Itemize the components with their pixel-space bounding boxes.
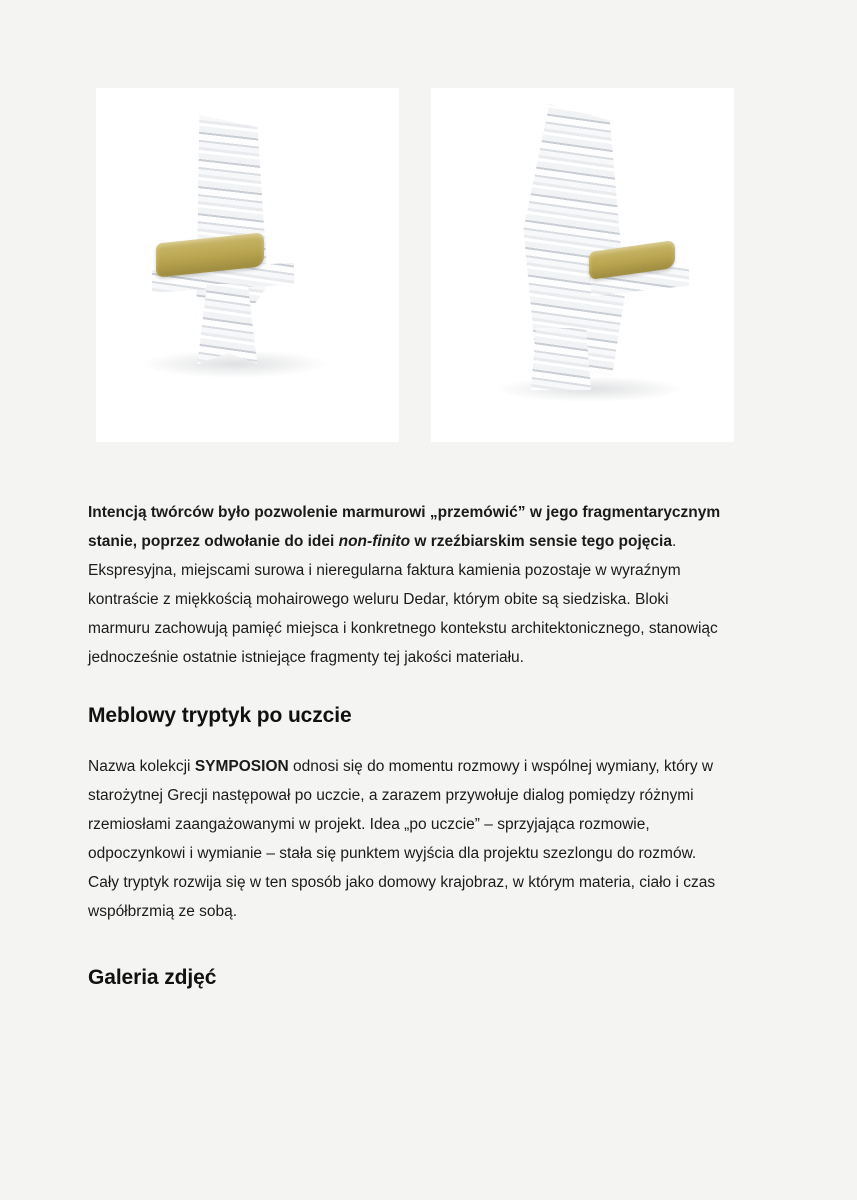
article-body	[88, 498, 730, 992]
paragraph-symposion	[88, 752, 730, 926]
paragraph-symposion-bold: SYMPOSION	[194, 758, 289, 775]
paragraph-intent-bold-2: w rzeźbiarskim sensie tego pojęcia	[410, 533, 672, 550]
paragraph-intent	[88, 498, 730, 672]
heading-meblowy-tryptyk: Meblowy tryptyk po uczcie	[88, 704, 352, 727]
paragraph-intent-bold: Intencją twórców było pozwolenie marmurowi „przemówić” w jego fragmentarycznym stanie, poprzez odwołanie do idei	[88, 504, 721, 550]
chair-base	[531, 328, 591, 390]
paragraph-intent-rest: . Ekspresyjna, miejscami surowa i nieregularna faktura kamienia pozostaje w wyraźnym kontraście z miękkością mohairowego weluru Dedar, którym obite są siedziska. Bloki marmuru zachowują pamięć miejsca i konkretnego kontekstu architektonicznego, stanowiąc jednocześnie ostatnie istniejące fragmenty tej jakości materiału.	[88, 533, 718, 666]
paragraph-intent-italic: non-finito	[338, 533, 411, 550]
paragraph-symposion-after: odnosi się do momentu rozmowy i wspólnej wymiany, który w starożytnej Grecji następował po uczcie, a zarazem przywołuje dialog pomiędzy różnymi rzemiosłami zaangażowanymi w projekt. Idea „po uczcie” – sprzyjająca rozmowie, odpoczynkowi i wymianie – stała się punktem wyjścia dla projektu szezlongu do rozmów. Cały tryptyk rozwija się w ten sposób jako domowy krajobraz, w którym materia, ciało i czas współbrzmią ze sobą.	[88, 758, 716, 920]
marble-chair-front[interactable]	[96, 88, 399, 442]
heading-galeria-zdjec: Galeria zdjęć	[88, 966, 217, 989]
paragraph-symposion-before: Nazwa kolekcji	[88, 758, 195, 775]
marble-chair-side[interactable]	[431, 88, 734, 442]
product-photo-gallery	[96, 88, 734, 442]
